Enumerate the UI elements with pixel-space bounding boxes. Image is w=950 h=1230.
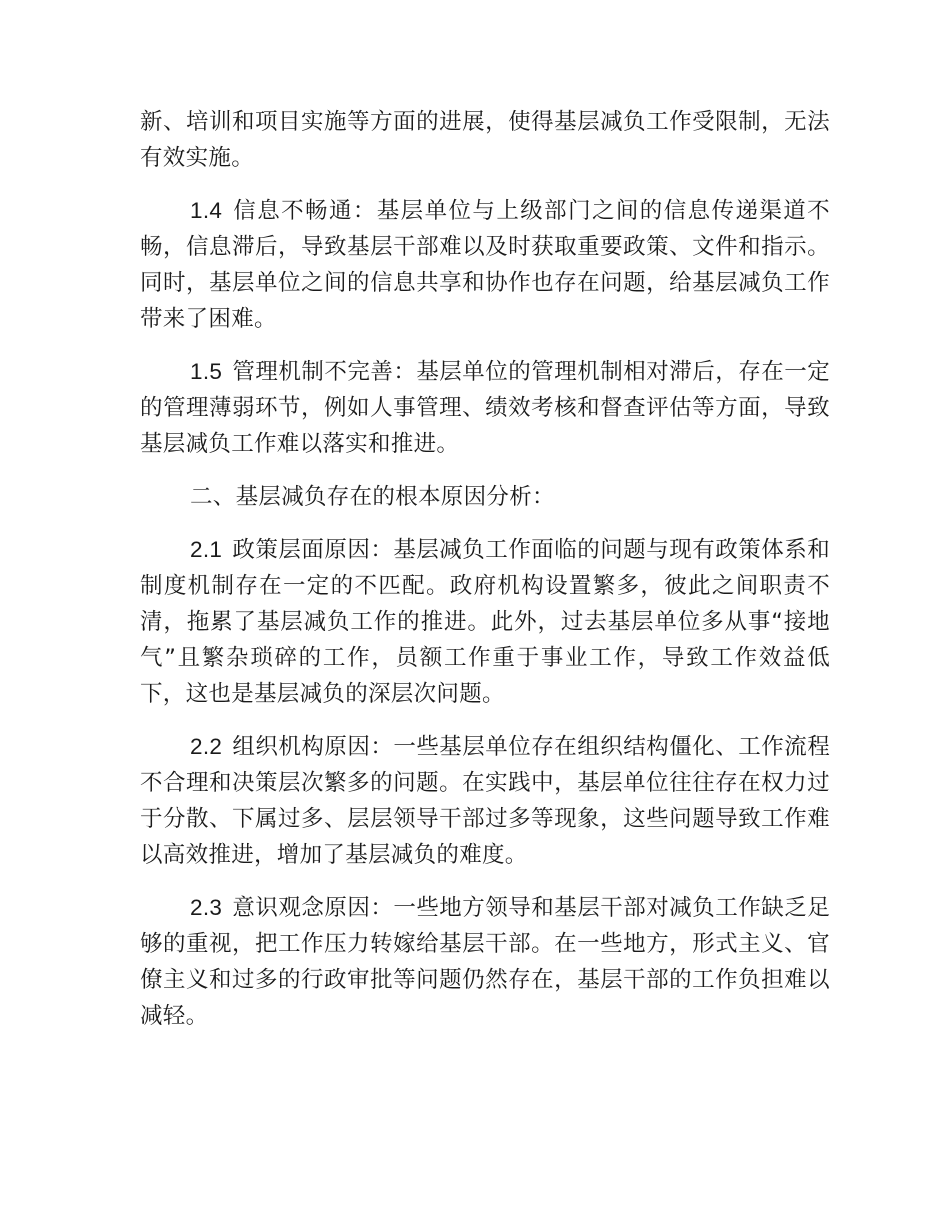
- paragraph-text: 组织机构原因：一些基层单位存在组织结构僵化、工作流程不合理和决策层次繁多的问题。在实践中，基层单位往往存在权力过于分散、下属过多、层层领导干部过多等现象，这些问题导致工作难以高效推进，增加了基层减负的难度。: [140, 734, 830, 868]
- paragraph-text: 新、培训和项目实施等方面的进展，使得基层减负工作受限制，无法有效实施。: [140, 109, 830, 171]
- heading-text: 二、基层减负存在的根本原因分析：: [190, 484, 555, 510]
- section-number: 2.3: [190, 895, 223, 920]
- paragraph-continuation: [140, 104, 830, 176]
- paragraph-text: 管理机制不完善：基层单位的管理机制相对滞后，存在一定的管理薄弱环节，例如人事管理、绩效考核和督查评估等方面，导致基层减负工作难以落实和推进。: [140, 359, 830, 457]
- paragraph-1-4: [140, 193, 830, 337]
- document-body: [140, 104, 830, 1051]
- section-number: 2.1: [190, 537, 223, 562]
- section-number: 2.2: [190, 734, 223, 759]
- paragraph-text: 意识观念原因：一些地方领导和基层干部对减负工作缺乏足够的重视，把工作压力转嫁给基层干部。在一些地方，形式主义、官僚主义和过多的行政审批等问题仍然存在，基层干部的工作负担难以减轻。: [140, 895, 830, 1029]
- section-number: 1.4: [190, 198, 223, 223]
- paragraph-2-1: [140, 532, 830, 712]
- section-heading-2: [140, 479, 830, 515]
- section-number: 1.5: [190, 359, 223, 384]
- paragraph-1-5: [140, 354, 830, 462]
- paragraph-text: 政策层面原因：基层减负工作面临的问题与现有政策体系和制度机制存在一定的不匹配。政府机构设置繁多，彼此之间职责不清，拖累了基层减负工作的推进。此外，过去基层单位多从事“接地气”且繁杂琐碎的工作，员额工作重于事业工作，导致工作效益低下，这也是基层减负的深层次问题。: [140, 537, 830, 707]
- paragraph-2-3: [140, 890, 830, 1034]
- paragraph-text: 信息不畅通：基层单位与上级部门之间的信息传递渠道不畅，信息滞后，导致基层干部难以及时获取重要政策、文件和指示。同时，基层单位之间的信息共享和协作也存在问题，给基层减负工作带来了困难。: [140, 198, 830, 332]
- paragraph-2-2: [140, 729, 830, 873]
